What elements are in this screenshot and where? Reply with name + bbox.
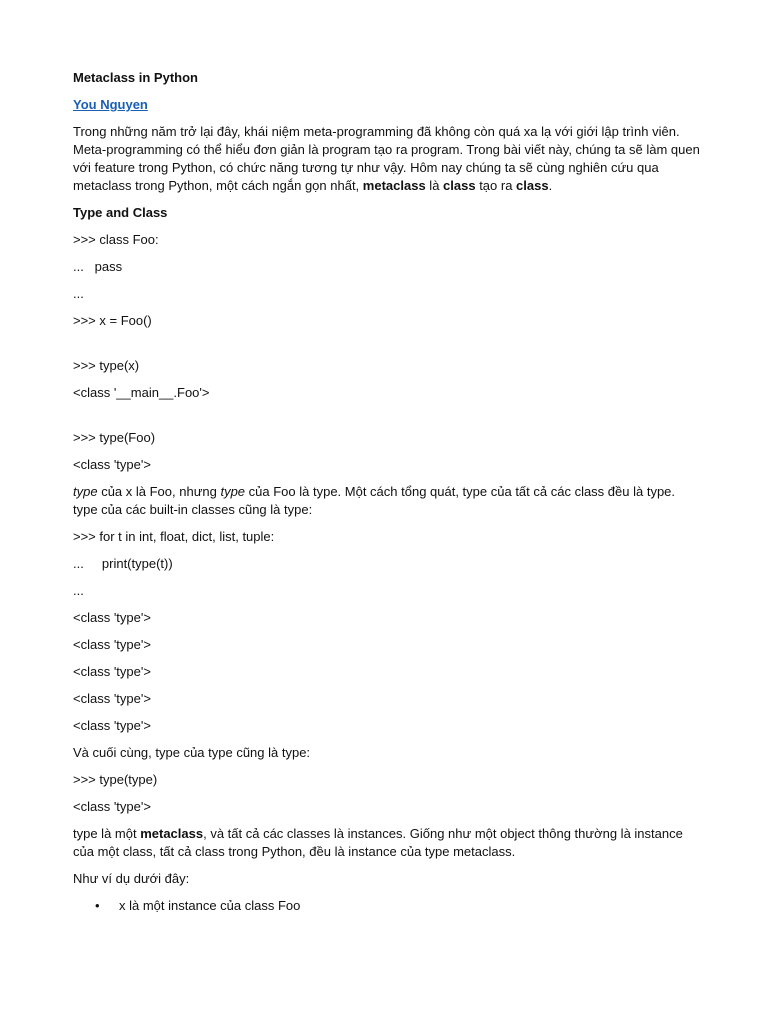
code-line: >>> type(Foo) xyxy=(73,430,156,445)
code-line: <class 'type'> xyxy=(73,664,151,679)
final-type-paragraph: Và cuối cùng, type của type cũng là type: xyxy=(73,745,311,760)
intro-paragraph xyxy=(73,123,703,195)
intro-text-mid2: tạo ra xyxy=(475,178,517,193)
intro-bold-class: class xyxy=(443,178,476,193)
intro-bold-class-2: class xyxy=(516,178,549,193)
metaclass-paragraph-start: type là một xyxy=(73,826,141,841)
italic-type-2: type xyxy=(220,484,246,499)
intro-bold-metaclass: metaclass xyxy=(362,178,426,193)
blank-line xyxy=(73,339,703,357)
code-line: >>> type(x) xyxy=(73,358,140,373)
italic-type-1: type xyxy=(73,484,98,499)
metaclass-paragraph xyxy=(73,825,703,861)
document-title: Metaclass in Python xyxy=(73,70,198,85)
code-line: >>> for t in int, float, dict, list, tuple: xyxy=(73,529,275,544)
metaclass-paragraph-rest: , và tất cả các classes là instances. Giống như một object thông thường là instance của một class, tất cả class trong Python, đều là instance của type metaclass. xyxy=(73,826,683,859)
blank-line xyxy=(73,411,703,429)
code-line: <class 'type'> xyxy=(73,799,151,814)
type-explanation-rest: của Foo là type. Một cách tổng quát, type của tất cả các class đều là type. type của các built-in classes cũng là type: xyxy=(73,484,676,517)
type-explanation-mid: của x là Foo, nhưng xyxy=(97,484,221,499)
intro-text-end: . xyxy=(548,178,553,193)
author-link[interactable]: You Nguyen xyxy=(73,97,148,112)
code-line: <class 'type'> xyxy=(73,691,151,706)
code-line: <class 'type'> xyxy=(73,637,151,652)
metaclass-bold: metaclass xyxy=(140,826,204,841)
section-heading-type-and-class: Type and Class xyxy=(73,205,168,220)
document-page xyxy=(73,69,703,915)
intro-text-mid1: là xyxy=(425,178,444,193)
type-explanation-paragraph xyxy=(73,483,703,519)
code-line: ... print(type(t)) xyxy=(73,556,173,571)
code-line: <class 'type'> xyxy=(73,718,151,733)
code-line: ... xyxy=(73,286,84,301)
code-line: <class 'type'> xyxy=(73,610,151,625)
code-line: <class '__main__.Foo'> xyxy=(73,385,210,400)
list-item-text: x là một instance của class Foo xyxy=(119,898,301,913)
code-line: ... pass xyxy=(73,259,123,274)
author-line xyxy=(73,96,703,114)
code-line: >>> x = Foo() xyxy=(73,313,152,328)
list-item xyxy=(95,897,703,915)
bullet-icon: • xyxy=(95,898,100,913)
example-paragraph: Như ví dụ dưới đây: xyxy=(73,871,190,886)
code-line: >>> type(type) xyxy=(73,772,158,787)
code-line: >>> class Foo: xyxy=(73,232,159,247)
code-line: <class 'type'> xyxy=(73,457,151,472)
bullet-list xyxy=(73,897,703,915)
intro-text: Trong những năm trở lại đây, khái niệm meta-programming đã không còn quá xa lạ với giới lập trình viên. Meta-programming có thể hiểu đơn giản là program tạo ra program. Trong bài viết này, chúng ta sẽ làm quen với feature trong Python, có chức năng tương tự như vậy. Hôm nay chúng ta sẽ cùng nghiên cứu qua metaclass trong Python, một cách ngắn gọn nhất, xyxy=(73,124,700,193)
code-line: ... xyxy=(73,583,84,598)
